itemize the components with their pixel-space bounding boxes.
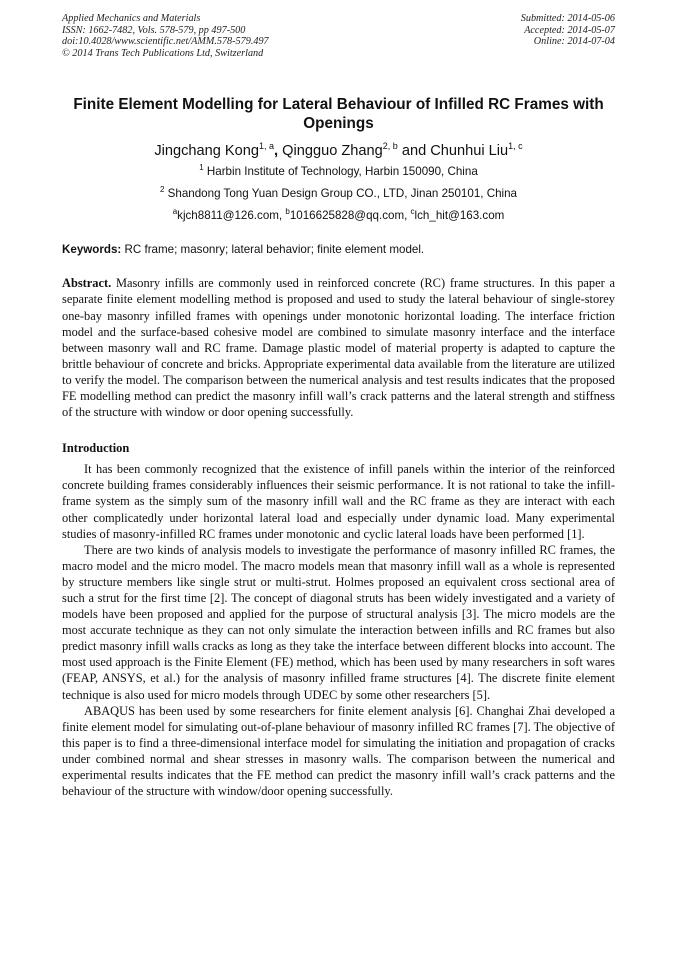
author-name: and Chunhui Liu <box>397 143 509 160</box>
keywords-label: Keywords: <box>62 243 122 257</box>
affiliation-number: 2 <box>159 185 165 195</box>
affiliation-2 <box>62 187 615 200</box>
affiliation-number: 1 <box>199 163 204 173</box>
author-separator: , <box>274 143 279 160</box>
keywords <box>62 243 615 257</box>
paper-page <box>62 13 615 799</box>
email-link[interactable]: lch_hit@163.com <box>414 209 505 223</box>
author-name: Jingchang Kong <box>154 143 260 160</box>
paragraph: ABAQUS has been used by some researchers for finite element analysis [6]. Changhai Zhai developed a finite element model for simulating out-of-plane behaviour of masonry infilled RC frames [7]. The objective of this paper is to find a three-dimensional interface model for simulating the initiation and propagation of cracks under combined normal and shear stresses in masonry walls. The comparison between the numerical and experimental results indicates that the FE method can predict the masonry infill wall’s crack patterns and the behaviour of the structure with window/door opening successfully. <box>62 703 615 799</box>
doi-line: doi:10.4028/www.scientific.net/AMM.578-579.497 <box>62 36 269 48</box>
online-date: Online: 2014-07-04 <box>533 36 615 48</box>
email-link[interactable]: 1016625828@qq.com, <box>289 209 411 223</box>
email-mark: b <box>285 207 290 217</box>
abstract <box>62 275 615 420</box>
publication-dates <box>521 13 615 59</box>
accepted-date: Accepted: 2014-05-07 <box>524 24 615 36</box>
paper-title: Finite Element Modelling for Lateral Behaviour of Infilled RC Frames with Openings <box>73 96 604 133</box>
affiliation-1 <box>62 165 615 178</box>
issn-line: ISSN: 1662-7482, Vols. 578-579, pp 497-500 <box>62 24 246 36</box>
affiliation-text: Harbin Institute of Technology, Harbin 150090, China <box>203 165 478 179</box>
author-list <box>62 142 615 160</box>
submitted-date: Submitted: 2014-05-06 <box>520 13 615 24</box>
affiliation-text: Shandong Tong Yuan Design Group CO., LTD, Jinan 250101, China <box>164 187 517 201</box>
paragraph: There are two kinds of analysis models to investigate the performance of masonry infilled RC frames, the macro model and the micro model. The macro models mean that masonry infill wall as a whole is represented by structure members like single strut or multi-strut. Holmes proposed an equivalent cross sectional area of such a strut for the first time [2]. The concept of diagonal struts has been widely investigated and a variety of models have been proposed and applied for the purpose of structural analysis [3]. The micro models are the most accurate technique as they can not only simulate the interaction between infills and RC frames but also predict masonry infill walls cracks as long as they take the interface between different blocks into account. The most used approach is the Finite Element (FE) method, which has been used by many researchers in soft wares (FEAP, ANSYS, et al.) for the analysis of masonry infilled frame structures [4]. The discrete finite element technique is also used for micro models through UDEC by some other researchers [5]. <box>62 542 615 702</box>
section-heading-introduction: Introduction <box>62 441 130 456</box>
keywords-text: RC frame; masonry; lateral behavior; finite element model. <box>121 243 425 257</box>
publication-info <box>62 13 269 59</box>
paragraph: It has been commonly recognized that the existence of infill panels within the interior of the reinforced concrete building frames considerably influences their seismic performance. It is not rational to take the infill-frame system as the simply sum of the masonry infill wall and the RC frame as they are interact with each other complicatedly under horizontal lateral load and especially under dynamic load. Many experimental studies of masonry-infilled RC frames under monotonic and cyclic lateral loads have been performed [1]. <box>62 462 615 541</box>
author-emails <box>62 209 615 222</box>
author-affiliation-mark: 1, c <box>508 141 523 152</box>
author-affiliation-mark: 1, a <box>259 141 275 152</box>
author-affiliation-mark: 2, b <box>382 141 398 152</box>
email-mark: c <box>410 207 415 217</box>
copyright-line: © 2014 Trans Tech Publications Ltd, Switzerland <box>62 47 264 59</box>
abstract-label: Abstract. <box>62 276 112 291</box>
email-mark: a <box>172 207 178 217</box>
journal-name: Applied Mechanics and Materials <box>62 13 201 24</box>
journal-header <box>62 13 615 59</box>
author-name: Qingguo Zhang <box>278 143 383 160</box>
email-link[interactable]: kjch8811@126.com, <box>177 209 286 223</box>
abstract-text: Masonry infills are commonly used in reinforced concrete (RC) frame structures. In this paper a separate finite element modelling method is proposed and used to study the lateral behaviour of single-storey one-bay masonry infilled frames with openings under monotonic horizontal loading. The interface friction model and the surface-based cohesive model are combined to simulate masonry interface and the interface between masonry wall and RC frame. Damage plastic model of material property is adapted to capture the brittle behaviour of concrete and bricks. Appropriate experimental data available from the literature are utilized to verify the model. The comparison between the numerical analysis and test results indicates that the proposed FE modelling method can predict the masonry infill wall’s crack patterns and the lateral strength and stiffness of the structure with window or door opening successfully. <box>62 276 615 420</box>
